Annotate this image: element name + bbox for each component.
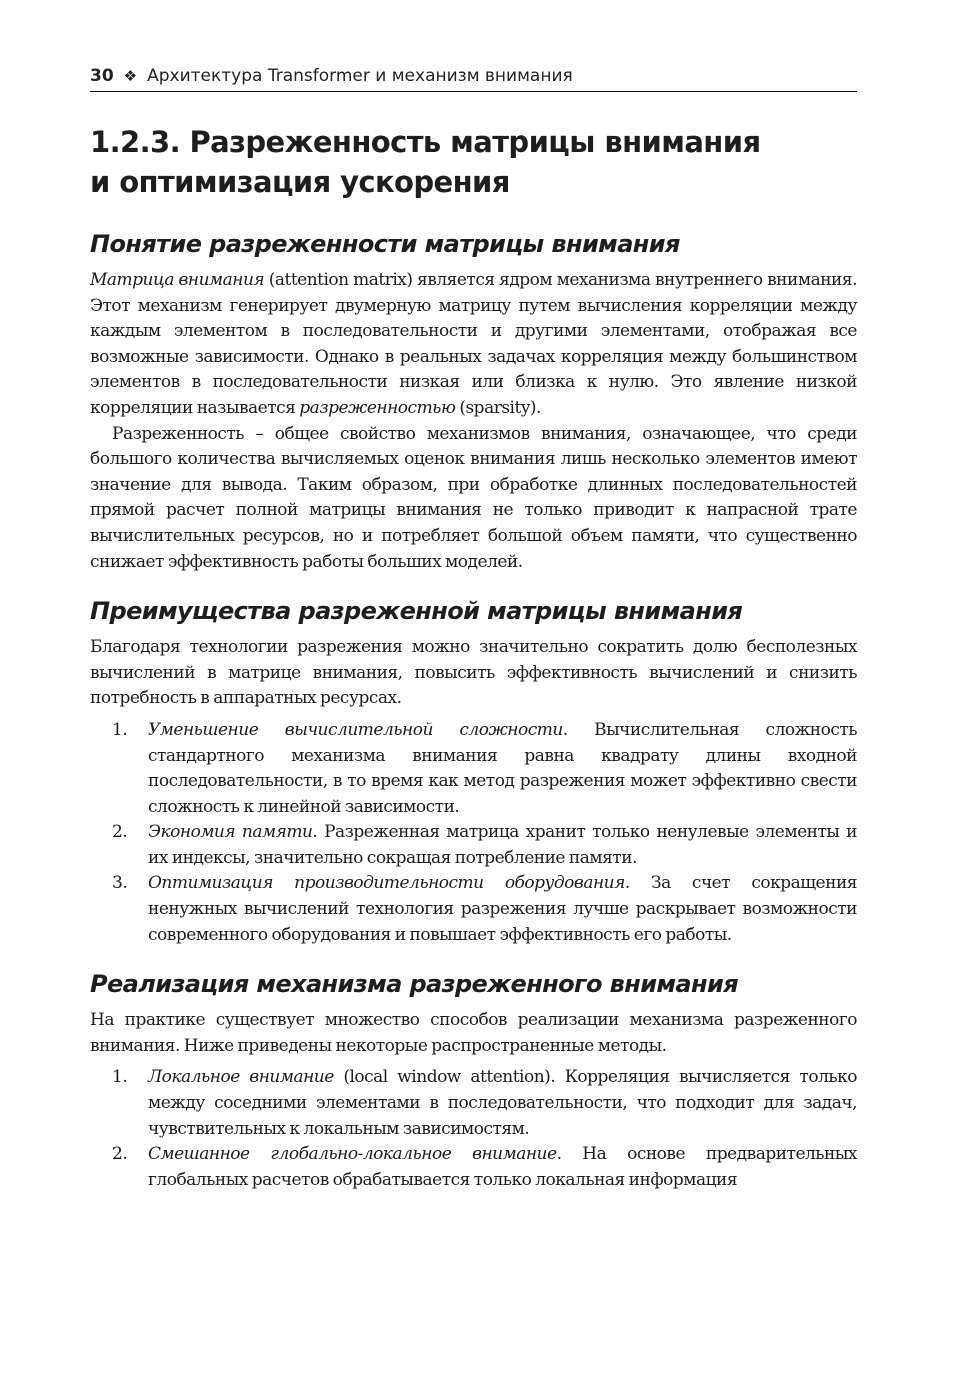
term-sparsity: разреженностью <box>299 397 456 418</box>
section-title <box>90 122 857 202</box>
term-attention-matrix: Матрица внимания <box>90 270 265 290</box>
subheading-sparsity-concept: Понятие разреженности матрицы внимания <box>90 230 680 258</box>
list-text: . За счет сокращения ненужных вычислений технология разрежения лучше раскрывает возможности современного оборудования и повышает эффективность его работы. <box>148 873 858 945</box>
list-text: . Вычислительная сложность стандартного механизма внимания равна квадрату длины входной последовательности, в то время как метод разрежения может эффективно свести сложность к линейной зависимости. <box>148 719 857 817</box>
list-number: 1. <box>112 719 128 740</box>
list-number: 2. <box>112 822 128 843</box>
paragraph-advantages-intro: Благодаря технологии разрежения можно значительно сократить долю бесполезных вычислений в матрице внимания, повысить эффективность вычислений и снизить потребность в аппаратных ресурсах. <box>90 637 857 709</box>
advantages-list <box>90 718 857 948</box>
list-item <box>90 1142 857 1193</box>
subheading-sparse-implementation: Реализация механизма разреженного внимания <box>90 970 739 999</box>
list-item <box>90 871 857 948</box>
list-item <box>90 718 857 820</box>
paragraph-implementation-intro: На практике существует множество способов реализации механизма разреженного внимания. Ниже приведены некоторые распространенные методы. <box>90 1010 857 1056</box>
page-number: 30 <box>90 66 114 86</box>
list-item <box>90 1065 857 1142</box>
list-text: . На основе предварительных глобальных расчетов обрабатывается только локальная информация <box>148 1144 858 1190</box>
list-term: Оптимизация производительности оборудования <box>148 873 625 894</box>
paragraph-text-end: (sparsity). <box>455 397 541 418</box>
running-header <box>90 66 857 92</box>
section-title-line1: 1.2.3. Разреженность матрицы внимания <box>90 125 761 159</box>
list-term: Локальное внимание <box>148 1067 334 1088</box>
list-text: (local window attention). Корреляция вычисляется только между соседними элементами в последовательности, что подходит для задач, чувствительных к локальным зависимостям. <box>148 1067 857 1139</box>
running-title: Архитектура Transformer и механизм внимания <box>147 66 573 86</box>
list-term: Экономия памяти <box>148 822 313 843</box>
list-number: 3. <box>112 873 128 894</box>
list-text: . Разреженная матрица хранит только ненулевые элементы и их индексы, значительно сокращая потребление памяти. <box>148 822 857 868</box>
ornament-icon: ❖ <box>123 67 138 85</box>
list-term: Смешанное глобально-локальное внимание <box>148 1144 557 1165</box>
paragraph-attention-matrix <box>90 268 857 422</box>
paragraph-sparsity-property: Разреженность – общее свойство механизмов внимания, означающее, что среди большого количества вычисляемых оценок внимания лишь несколько элементов имеют значение для вывода. Таким образом, при обработке длинных последовательностей прямой расчет полной матрицы внимания не только приводит к напрасной трате вычислительных ресурсов, но и потребляет большой объем памяти, что существенно снижает эффективность работы больших моделей. <box>90 423 857 572</box>
subheading-sparse-advantages: Преимущества разреженной матрицы внимания <box>90 597 743 626</box>
list-number: 2. <box>112 1144 128 1165</box>
methods-list <box>90 1065 857 1193</box>
list-term: Уменьшение вычислительной сложности <box>148 719 563 740</box>
list-number: 1. <box>112 1067 128 1088</box>
section-title-line2: и оптимизация ускорения <box>90 165 510 199</box>
list-item <box>90 820 857 871</box>
book-page <box>90 66 857 1193</box>
paragraph-text: (attention matrix) является ядром механизма внутреннего внимания. Этот механизм генерирует двумерную матрицу путем вычисления корреляции между каждым элементом в последовательности и другими элементами, отображая все возможные зависимости. Однако в реальных задачах корреляция между большинством элементов в последовательности низкая или близка к нулю. Это явление низкой корреляции называется <box>90 270 857 418</box>
